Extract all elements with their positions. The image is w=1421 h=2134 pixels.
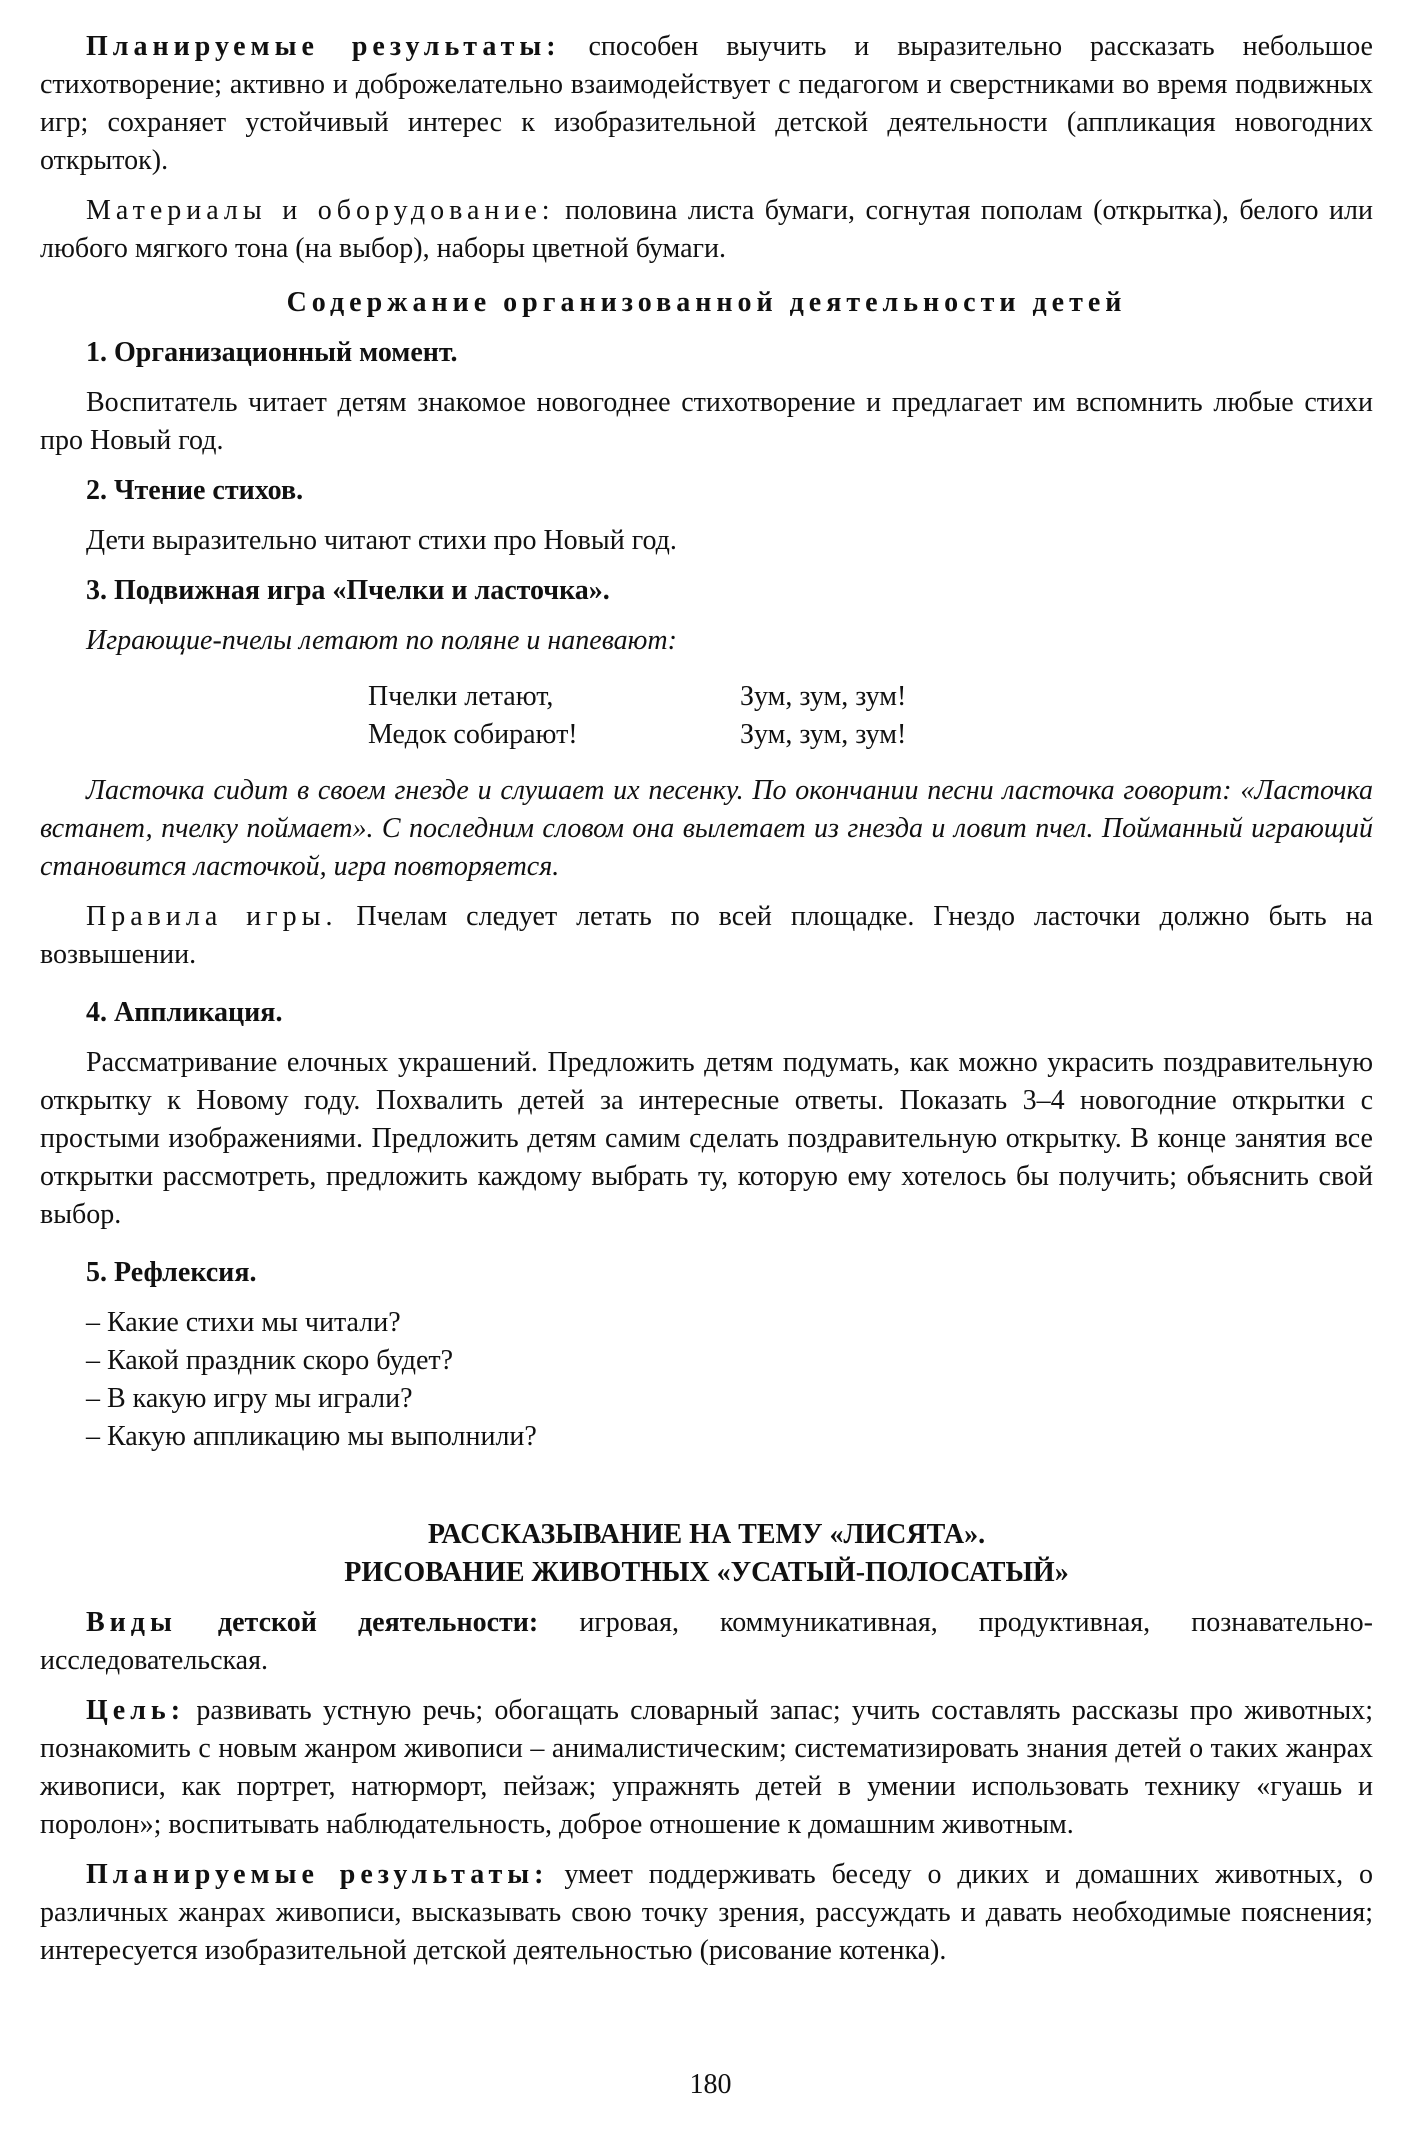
- step4-title: 4. Аппликация.: [86, 997, 283, 1028]
- game-rules-label: Правила игры.: [86, 901, 338, 932]
- activity-types-label: детской деятельности:: [176, 1607, 539, 1638]
- goal-text: развивать устную речь; обогащать словарный запас; учить составлять рассказы про животных; познакомить с новым жанром живописи – анималистическим; систематизировать знания детей о таких жанрах живописи, как портрет, натюрморт, пейзаж; упражнять детей в умении использовать технику «гуашь и поролон»; воспитывать наблюдательность, доброе отношение к домашним животным.: [40, 1695, 1373, 1840]
- materials-paragraph: [40, 192, 1373, 268]
- step4-text: Рассматривание елочных украшений. Предложить детям подумать, как можно украсить поздравительную открытку к Новому году. Похвалить детей за интересные ответы. Показать 3–4 новогодние открытки с простыми изображениями. Предложить детям самим сделать поздравительную открытку. В конце занятия все открытки рассмотреть, предложить каждому выбрать ту, которую ему хотелось бы получить; объяснить свой выбор.: [40, 1047, 1373, 1230]
- section-results-text: умеет поддерживать беседу о диких и домашних животных, о различных жанрах живописи, высказывать свою точку зрения, рассуждать и давать необходимые пояснения; интересуется изобразительной детской деятельностью (рисование котенка).: [40, 1859, 1373, 1966]
- list-item: – Какие стихи мы читали?: [86, 1307, 401, 1338]
- materials-label: Материалы и оборудование:: [86, 195, 555, 226]
- section-title-line1: РАССКАЗЫВАНИЕ НА ТЕМУ «ЛИСЯТА».: [427, 1519, 986, 1550]
- poem-line-right: Зум, зум, зум!: [740, 719, 907, 750]
- activity-types-paragraph: [40, 1604, 1373, 1680]
- activity-types-label-spaced: Виды: [86, 1607, 177, 1638]
- poem-line-left: Медок собирают!: [368, 719, 578, 750]
- section-title-line2: РИСОВАНИЕ ЖИВОТНЫХ «УСАТЫЙ-ПОЛОСАТЫЙ»: [344, 1557, 1069, 1588]
- activity-types-text: игровая, коммуникативная, продуктивная, познавательно-исследовательская.: [40, 1607, 1373, 1676]
- section-results-paragraph: [40, 1856, 1373, 1970]
- list-item: – В какую игру мы играли?: [86, 1383, 413, 1414]
- step1-text: Воспитатель читает детям знакомое новогоднее стихотворение и предлагает им вспомнить любые стихи про Новый год.: [40, 387, 1373, 456]
- content-title: Содержание организованной деятельности детей: [286, 287, 1127, 318]
- planned-results-text: способен выучить и выразительно рассказать небольшое стихотворение; активно и доброжелательно взаимодействует с педагогом и сверстниками во время подвижных игр; сохраняет устойчивый интерес к изобразительной детской деятельности (аппликация новогодних открыток).: [40, 31, 1373, 176]
- step3-title: 3. Подвижная игра «Пчелки и ласточка».: [86, 575, 610, 606]
- poem: [40, 678, 1373, 754]
- step2-text: Дети выразительно читают стихи про Новый год.: [86, 525, 677, 556]
- poem-line-left: Пчелки летают,: [368, 681, 554, 712]
- planned-results-paragraph: [40, 28, 1373, 180]
- section-title: [40, 1516, 1373, 1592]
- poem-line-right: Зум, зум, зум!: [740, 681, 907, 712]
- list-item: – Какой праздник скоро будет?: [86, 1345, 454, 1376]
- step3-intro: Играющие-пчелы летают по поляне и напевают:: [86, 625, 677, 656]
- planned-results-label: Планируемые результаты:: [86, 31, 561, 62]
- goal-paragraph: [40, 1692, 1373, 1844]
- step5-title: 5. Рефлексия.: [86, 1257, 257, 1288]
- reflection-questions: [40, 1304, 1373, 1456]
- game-rules-paragraph: [40, 898, 1373, 974]
- section-results-label: Планируемые результаты:: [86, 1859, 549, 1890]
- page-number: 180: [689, 2069, 732, 2100]
- step1-title: 1. Организационный момент.: [86, 337, 458, 368]
- list-item: – Какую аппликацию мы выполнили?: [86, 1421, 537, 1452]
- poem-line: [40, 716, 1373, 754]
- step2-title: 2. Чтение стихов.: [86, 475, 304, 506]
- step3-after: Ласточка сидит в своем гнезде и слушает их песенку. По окончании песни ласточка говорит: «Ласточка встанет, пчелку поймает». С последним словом она вылетает из гнезда и ловит пчел. Пойманный играющий становится ласточкой, игра повторяется.: [40, 775, 1373, 882]
- game-rules-text: Пчелам следует летать по всей площадке. Гнездо ласточки должно быть на возвышении.: [40, 901, 1373, 970]
- materials-text: половина листа бумаги, согнутая пополам (открытка), белого или любого мягкого тона (на выбор), наборы цветной бумаги.: [40, 195, 1373, 264]
- poem-line: [40, 678, 1373, 716]
- goal-label: Цель:: [86, 1695, 186, 1726]
